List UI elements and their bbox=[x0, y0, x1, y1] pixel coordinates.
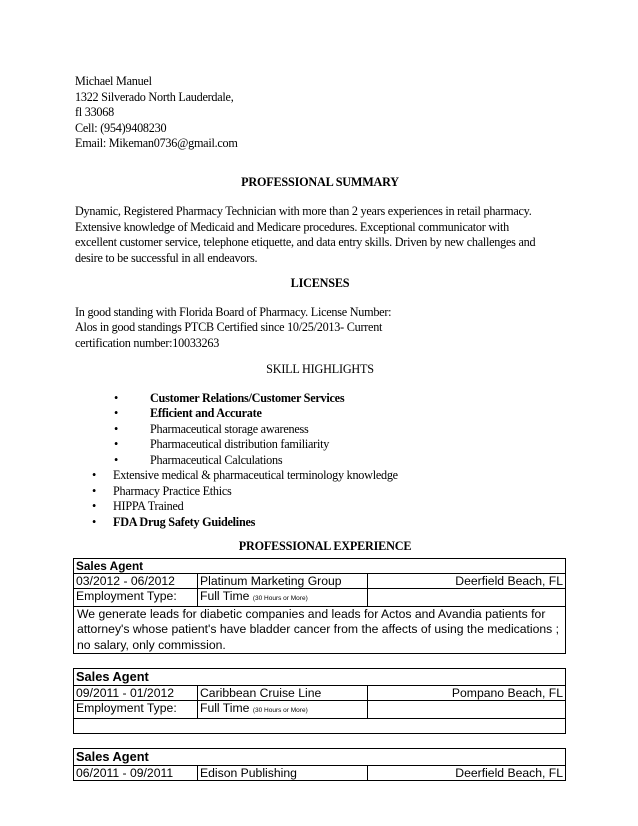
job-type-empty bbox=[368, 701, 566, 719]
skill-item bbox=[75, 453, 565, 469]
job-company: Platinum Marketing Group bbox=[198, 573, 368, 588]
job-location: Pompano Beach, FL bbox=[368, 686, 566, 701]
summary-line: excellent customer service, telephone etiquette, and data entry skills. Driven by new challenges and bbox=[75, 235, 536, 249]
job-location: Deerfield Beach, FL bbox=[368, 573, 566, 588]
contact-address-line1: 1322 Silverado North Lauderdale, bbox=[75, 89, 234, 104]
skill-item bbox=[75, 406, 565, 422]
bullet-icon: • bbox=[114, 406, 119, 420]
skill-item bbox=[75, 422, 565, 438]
summary-line: desire to be successful in all endeavors. bbox=[75, 250, 258, 265]
job-type bbox=[198, 701, 368, 719]
job-location: Deerfield Beach, FL bbox=[368, 766, 566, 781]
job-type-empty bbox=[368, 588, 566, 606]
job-table-2 bbox=[73, 668, 566, 734]
job-type-label: Employment Type: bbox=[74, 588, 198, 606]
skill-item bbox=[75, 515, 565, 531]
job-dates: 06/2011 - 09/2011 bbox=[74, 766, 198, 781]
job-type bbox=[198, 588, 368, 606]
job-dates: 09/2011 - 01/2012 bbox=[74, 686, 198, 701]
license-line: Alos in good standings PTCB Certified since 10/25/2013- Current bbox=[75, 320, 383, 334]
job-title: Sales Agent bbox=[74, 749, 566, 766]
bullet-icon: • bbox=[114, 421, 119, 436]
summary-heading: PROFESSIONAL SUMMARY bbox=[241, 174, 399, 189]
skill-text: Efficient and Accurate bbox=[150, 406, 262, 420]
resume-page bbox=[75, 74, 565, 781]
skill-item bbox=[75, 391, 565, 407]
skill-text: Customer Relations/Customer Services bbox=[150, 390, 345, 405]
skill-item bbox=[75, 484, 565, 500]
skill-text: Pharmacy Practice Ethics bbox=[113, 483, 232, 498]
license-line: In good standing with Florida Board of Pharmacy. License Number: bbox=[75, 304, 392, 319]
bullet-icon: • bbox=[92, 483, 97, 498]
licenses-text bbox=[75, 305, 565, 352]
job-description: We generate leads for diabetic companies and leads for Actos and Avandia patients for attorney's whose patient's have bladder cancer from the affects of using the medications ; no salary, only commission. bbox=[74, 606, 566, 654]
job-company: Caribbean Cruise Line bbox=[198, 686, 368, 701]
summary-line: Dynamic, Registered Pharmacy Technician with more than 2 years experiences in retail pharmacy. bbox=[75, 204, 532, 218]
job-title: Sales Agent bbox=[74, 669, 566, 686]
job-dates: 03/2012 - 06/2012 bbox=[74, 573, 198, 588]
licenses-heading: LICENSES bbox=[290, 276, 350, 290]
contact-email: Email: Mikeman0736@gmail.com bbox=[75, 136, 238, 150]
job-company: Edison Publishing bbox=[198, 766, 368, 781]
contact-cell: Cell: (954)9408230 bbox=[75, 120, 167, 135]
skills-heading: SKILL HIGHLIGHTS bbox=[266, 362, 374, 376]
job-description bbox=[74, 719, 566, 734]
skill-text: HIPPA Trained bbox=[113, 499, 184, 513]
bullet-icon: • bbox=[114, 452, 119, 467]
license-line: certification number:10033263 bbox=[75, 335, 220, 350]
skill-text: Pharmaceutical distribution familiarity bbox=[150, 437, 330, 451]
bullet-icon: • bbox=[92, 468, 97, 482]
job-table-1 bbox=[73, 558, 566, 655]
contact-block bbox=[75, 74, 565, 152]
summary-line: Extensive knowledge of Medicaid and Medicare procedures. Exceptional communicator with bbox=[75, 219, 510, 234]
skill-text: Pharmaceutical Calculations bbox=[150, 452, 283, 467]
job-type-note: (30 Hours or More) bbox=[252, 594, 308, 602]
job-type-value: Full Time bbox=[200, 701, 250, 715]
experience-heading: PROFESSIONAL EXPERIENCE bbox=[238, 539, 412, 553]
skills-outer-list bbox=[75, 468, 565, 530]
bullet-icon: • bbox=[114, 437, 119, 451]
bullet-icon: • bbox=[92, 514, 97, 529]
job-table-3 bbox=[73, 748, 566, 781]
job-type-label: Employment Type: bbox=[74, 701, 198, 719]
job-title: Sales Agent bbox=[74, 558, 566, 573]
skill-item bbox=[75, 437, 565, 453]
contact-name: Michael Manuel bbox=[75, 74, 152, 88]
bullet-icon: • bbox=[92, 499, 97, 513]
job-type-value: Full Time bbox=[200, 588, 250, 603]
skill-text: Pharmaceutical storage awareness bbox=[150, 421, 309, 436]
skills-indented-list bbox=[75, 391, 565, 469]
summary-text bbox=[75, 204, 565, 266]
skill-text: FDA Drug Safety Guidelines bbox=[113, 514, 256, 529]
contact-address-line2: fl 33068 bbox=[75, 105, 114, 119]
skill-item bbox=[75, 468, 565, 484]
job-type-note: (30 Hours or More) bbox=[252, 707, 308, 714]
skill-item bbox=[75, 499, 565, 515]
bullet-icon: • bbox=[114, 390, 119, 405]
skill-text: Extensive medical & pharmaceutical terminology knowledge bbox=[113, 468, 398, 482]
